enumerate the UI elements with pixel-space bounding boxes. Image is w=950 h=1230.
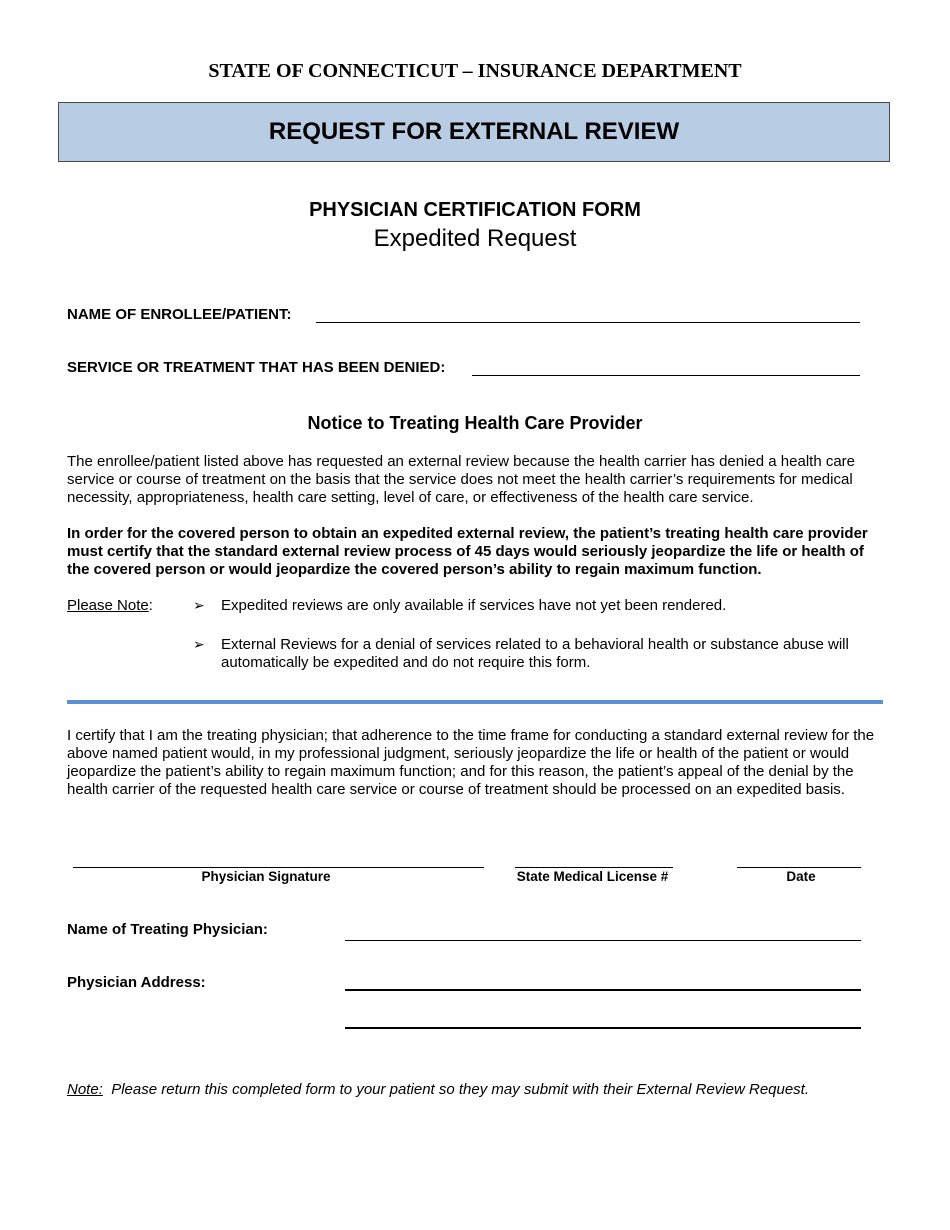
license-number-label: State Medical License # bbox=[516, 869, 669, 884]
form-title: PHYSICIAN CERTIFICATION FORM bbox=[309, 199, 641, 221]
agency-title: STATE OF CONNECTICUT – INSURANCE DEPARTMENT bbox=[208, 60, 742, 82]
treating-physician-field[interactable] bbox=[345, 940, 861, 941]
date-field[interactable] bbox=[737, 867, 861, 868]
banner-title: REQUEST FOR EXTERNAL REVIEW bbox=[268, 118, 680, 145]
enrollee-label: NAME OF ENROLLEE/PATIENT: bbox=[67, 306, 292, 323]
arrow-bullet-icon: ➢ bbox=[193, 597, 205, 613]
form-banner bbox=[58, 102, 890, 162]
bullet-item: Expedited reviews are only available if services have not yet been rendered. bbox=[221, 597, 727, 614]
enrollee-name-field[interactable] bbox=[316, 322, 860, 323]
please-note: Please Note: bbox=[67, 597, 153, 614]
physician-signature-field[interactable] bbox=[73, 867, 484, 868]
form-subtitle: Expedited Request bbox=[373, 225, 577, 252]
service-denied-label: SERVICE OR TREATMENT THAT HAS BEEN DENIED: bbox=[67, 359, 446, 376]
note-label: Note: bbox=[67, 1081, 103, 1098]
notice-title: Notice to Treating Health Care Provider bbox=[307, 413, 643, 433]
note-text: Please return this completed form to your patient so they may submit with their External Review Request. bbox=[111, 1081, 810, 1098]
physician-signature-label: Physician Signature bbox=[201, 869, 331, 884]
license-number-field[interactable] bbox=[515, 867, 673, 868]
treating-physician-label: Name of Treating Physician: bbox=[67, 921, 268, 938]
please-note-label: Please Note bbox=[67, 597, 149, 614]
bullet-item: External Reviews for a denial of services related to a behavioral health or substance abuse will automatically be expedited and do not require this form. bbox=[221, 636, 849, 671]
arrow-bullet-icon: ➢ bbox=[193, 636, 205, 652]
physician-address-label: Physician Address: bbox=[67, 974, 206, 991]
service-denied-field[interactable] bbox=[472, 375, 860, 376]
certification-statement: I certify that I am the treating physician; that adherence to the time frame for conducting a standard external review for the above named patient would, in my professional judgment, seriously jeopardize the life or health of the patient or would jeopardize the patient’s ability to regain maximum function; and for this reason, the patient’s appeal of the denial by the health carrier of the requested health care service or course of treatment should be processed on an expedited basis. bbox=[67, 727, 875, 798]
date-label: Date bbox=[786, 869, 816, 884]
expedited-requirement-paragraph: In order for the covered person to obtain an expedited external review, the patient’s treating health care provider must certify that the standard external review process of 45 days would seriously jeopardize the life or health of the covered person or would jeopardize the covered person’s ability to regain maximum function. bbox=[67, 525, 868, 578]
notice-paragraph: The enrollee/patient listed above has requested an external review because the health carrier has denied a health care service or course of treatment on the basis that the service does not meet the health carrier’s requirements for medical necessity, appropriateness, health care setting, level of care, or effectiveness of the health care service. bbox=[67, 453, 856, 506]
physician-address-field[interactable] bbox=[345, 989, 861, 991]
footer-note bbox=[67, 1081, 809, 1098]
physician-address-field-line2[interactable] bbox=[345, 1027, 861, 1029]
section-divider bbox=[67, 700, 883, 704]
